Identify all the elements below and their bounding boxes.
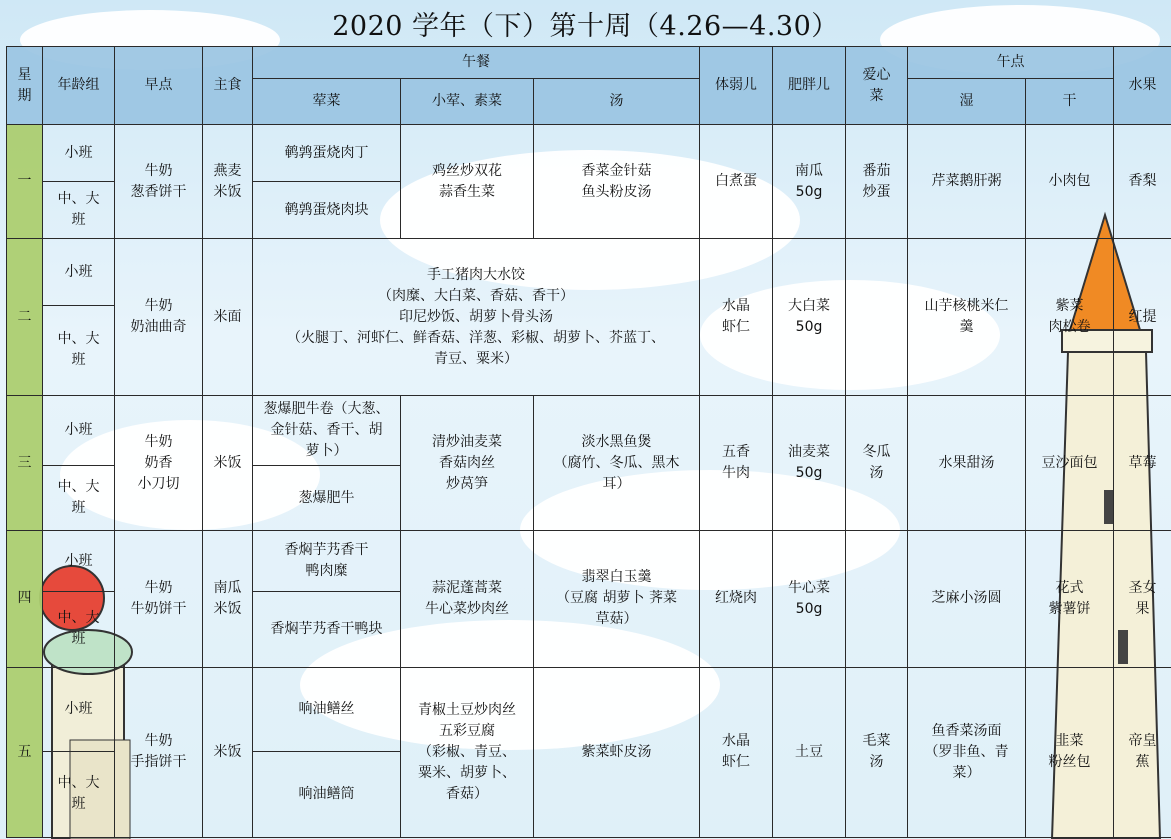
page-title: 2020 学年（下）第十周（4.26—4.30） bbox=[332, 11, 839, 42]
weak-cell: 白煮蛋 bbox=[700, 125, 773, 239]
meat-cell: 葱爆肥牛卷（大葱、 金针菇、香干、胡 萝卜） bbox=[253, 395, 401, 465]
header-wet: 湿 bbox=[908, 79, 1026, 125]
breakfast-cell: 牛奶 牛奶饼干 bbox=[115, 531, 203, 667]
obese-cell: 土豆 bbox=[773, 667, 846, 838]
light-veg-cell: 青椒土豆炒肉丝 五彩豆腐 （彩椒、青豆、 粟米、胡萝卜、 香菇） bbox=[401, 667, 534, 838]
light-veg-cell: 鸡丝炒双花 蒜香生菜 bbox=[401, 125, 534, 239]
lunch-combined-cell: 手工猪肉大水饺 （肉糜、大白菜、香菇、香干） 印尼炒饭、胡萝卜骨头汤 （火腿丁、河虾仁、鲜香菇、洋葱、彩椒、胡萝卜、芥蓝丁、 青豆、粟米） bbox=[253, 239, 700, 395]
soup-cell: 翡翠白玉羹 （豆腐 胡萝卜 荠菜 草菇） bbox=[534, 531, 700, 667]
meat-cell: 鹌鹑蛋烧肉丁 bbox=[253, 125, 401, 182]
header-breakfast: 早点 bbox=[115, 47, 203, 125]
header-love: 爱心 菜 bbox=[846, 47, 908, 125]
staple-cell: 南瓜 米饭 bbox=[203, 531, 253, 667]
table-row bbox=[7, 239, 1171, 305]
age-group-cell: 中、大 班 bbox=[43, 466, 115, 531]
weak-cell: 水晶 虾仁 bbox=[700, 239, 773, 395]
obese-cell: 南瓜 50g bbox=[773, 125, 846, 239]
age-group-cell: 小班 bbox=[43, 531, 115, 592]
weekly-menu-table bbox=[6, 46, 1171, 838]
table-row bbox=[7, 667, 1171, 751]
soup-cell: 紫菜虾皮汤 bbox=[534, 667, 700, 838]
table-row bbox=[7, 531, 1171, 592]
soup-cell: 香菜金针菇 鱼头粉皮汤 bbox=[534, 125, 700, 239]
meat-cell: 鹌鹑蛋烧肉块 bbox=[253, 182, 401, 239]
staple-cell: 燕麦 米饭 bbox=[203, 125, 253, 239]
table-row bbox=[7, 395, 1171, 465]
day-label: 三 bbox=[7, 395, 43, 530]
dry-cell: 小肉包 bbox=[1026, 125, 1114, 239]
light-veg-cell: 蒜泥蓬蒿菜 牛心菜炒肉丝 bbox=[401, 531, 534, 667]
age-group-cell: 中、大 班 bbox=[43, 305, 115, 395]
weak-cell: 红烧肉 bbox=[700, 531, 773, 667]
header-fruit: 水果 bbox=[1114, 47, 1171, 125]
day-label: 五 bbox=[7, 667, 43, 838]
obese-cell: 牛心菜 50g bbox=[773, 531, 846, 667]
wet-cell: 鱼香菜汤面 （罗非鱼、青 菜） bbox=[908, 667, 1026, 838]
header-row bbox=[7, 47, 1171, 79]
header-afternoon: 午点 bbox=[908, 47, 1114, 79]
fruit-cell: 圣女 果 bbox=[1114, 531, 1171, 667]
day-label: 二 bbox=[7, 239, 43, 395]
love-cell bbox=[846, 531, 908, 667]
staple-cell: 米饭 bbox=[203, 667, 253, 838]
header-staple: 主食 bbox=[203, 47, 253, 125]
age-group-cell: 中、大 班 bbox=[43, 182, 115, 239]
table-row bbox=[7, 125, 1171, 182]
staple-cell: 米面 bbox=[203, 239, 253, 395]
breakfast-cell: 牛奶 奶香 小刀切 bbox=[115, 395, 203, 530]
header-meat: 荤菜 bbox=[253, 79, 401, 125]
meat-cell: 香焖芋艿香干鸭块 bbox=[253, 592, 401, 667]
wet-cell: 水果甜汤 bbox=[908, 395, 1026, 530]
love-cell: 毛菜 汤 bbox=[846, 667, 908, 838]
age-group-cell: 小班 bbox=[43, 395, 115, 465]
day-label: 四 bbox=[7, 531, 43, 667]
wet-cell: 芝麻小汤圆 bbox=[908, 531, 1026, 667]
weak-cell: 水晶 虾仁 bbox=[700, 667, 773, 838]
fruit-cell: 帝皇 蕉 bbox=[1114, 667, 1171, 838]
dry-cell: 韭菜 粉丝包 bbox=[1026, 667, 1114, 838]
breakfast-cell: 牛奶 奶油曲奇 bbox=[115, 239, 203, 395]
dry-cell: 紫菜 肉松卷 bbox=[1026, 239, 1114, 395]
age-group-cell: 小班 bbox=[43, 125, 115, 182]
header-dry: 干 bbox=[1026, 79, 1114, 125]
header-soup: 汤 bbox=[534, 79, 700, 125]
dry-cell: 花式 紫薯饼 bbox=[1026, 531, 1114, 667]
wet-cell: 山芋核桃米仁 羹 bbox=[908, 239, 1026, 395]
love-cell: 冬瓜 汤 bbox=[846, 395, 908, 530]
header-lunch: 午餐 bbox=[253, 47, 700, 79]
day-label: 一 bbox=[7, 125, 43, 239]
header-day: 星 期 bbox=[7, 47, 43, 125]
meat-cell: 葱爆肥牛 bbox=[253, 466, 401, 531]
love-cell: 番茄 炒蛋 bbox=[846, 125, 908, 239]
breakfast-cell: 牛奶 手指饼干 bbox=[115, 667, 203, 838]
breakfast-cell: 牛奶 葱香饼干 bbox=[115, 125, 203, 239]
age-group-cell: 小班 bbox=[43, 239, 115, 305]
meat-cell: 响油鳝丝 bbox=[253, 667, 401, 751]
staple-cell: 米饭 bbox=[203, 395, 253, 530]
header-age-group: 年龄组 bbox=[43, 47, 115, 125]
obese-cell: 油麦菜 50g bbox=[773, 395, 846, 530]
header-obese: 肥胖儿 bbox=[773, 47, 846, 125]
header-light-veg: 小荤、素菜 bbox=[401, 79, 534, 125]
age-group-cell: 中、大 班 bbox=[43, 592, 115, 667]
fruit-cell: 红提 bbox=[1114, 239, 1171, 395]
dry-cell: 豆沙面包 bbox=[1026, 395, 1114, 530]
fruit-cell: 香梨 bbox=[1114, 125, 1171, 239]
wet-cell: 芹菜鹅肝粥 bbox=[908, 125, 1026, 239]
fruit-cell: 草莓 bbox=[1114, 395, 1171, 530]
age-group-cell: 小班 bbox=[43, 667, 115, 751]
soup-cell: 淡水黑鱼煲 （腐竹、冬瓜、黑木 耳） bbox=[534, 395, 700, 530]
meat-cell: 香焖芋艿香干 鸭肉糜 bbox=[253, 531, 401, 592]
obese-cell: 大白菜 50g bbox=[773, 239, 846, 395]
weak-cell: 五香 牛肉 bbox=[700, 395, 773, 530]
love-cell bbox=[846, 239, 908, 395]
header-weak: 体弱儿 bbox=[700, 47, 773, 125]
age-group-cell: 中、大 班 bbox=[43, 751, 115, 837]
meat-cell: 响油鳝筒 bbox=[253, 751, 401, 837]
light-veg-cell: 清炒油麦菜 香菇肉丝 炒莴笋 bbox=[401, 395, 534, 530]
